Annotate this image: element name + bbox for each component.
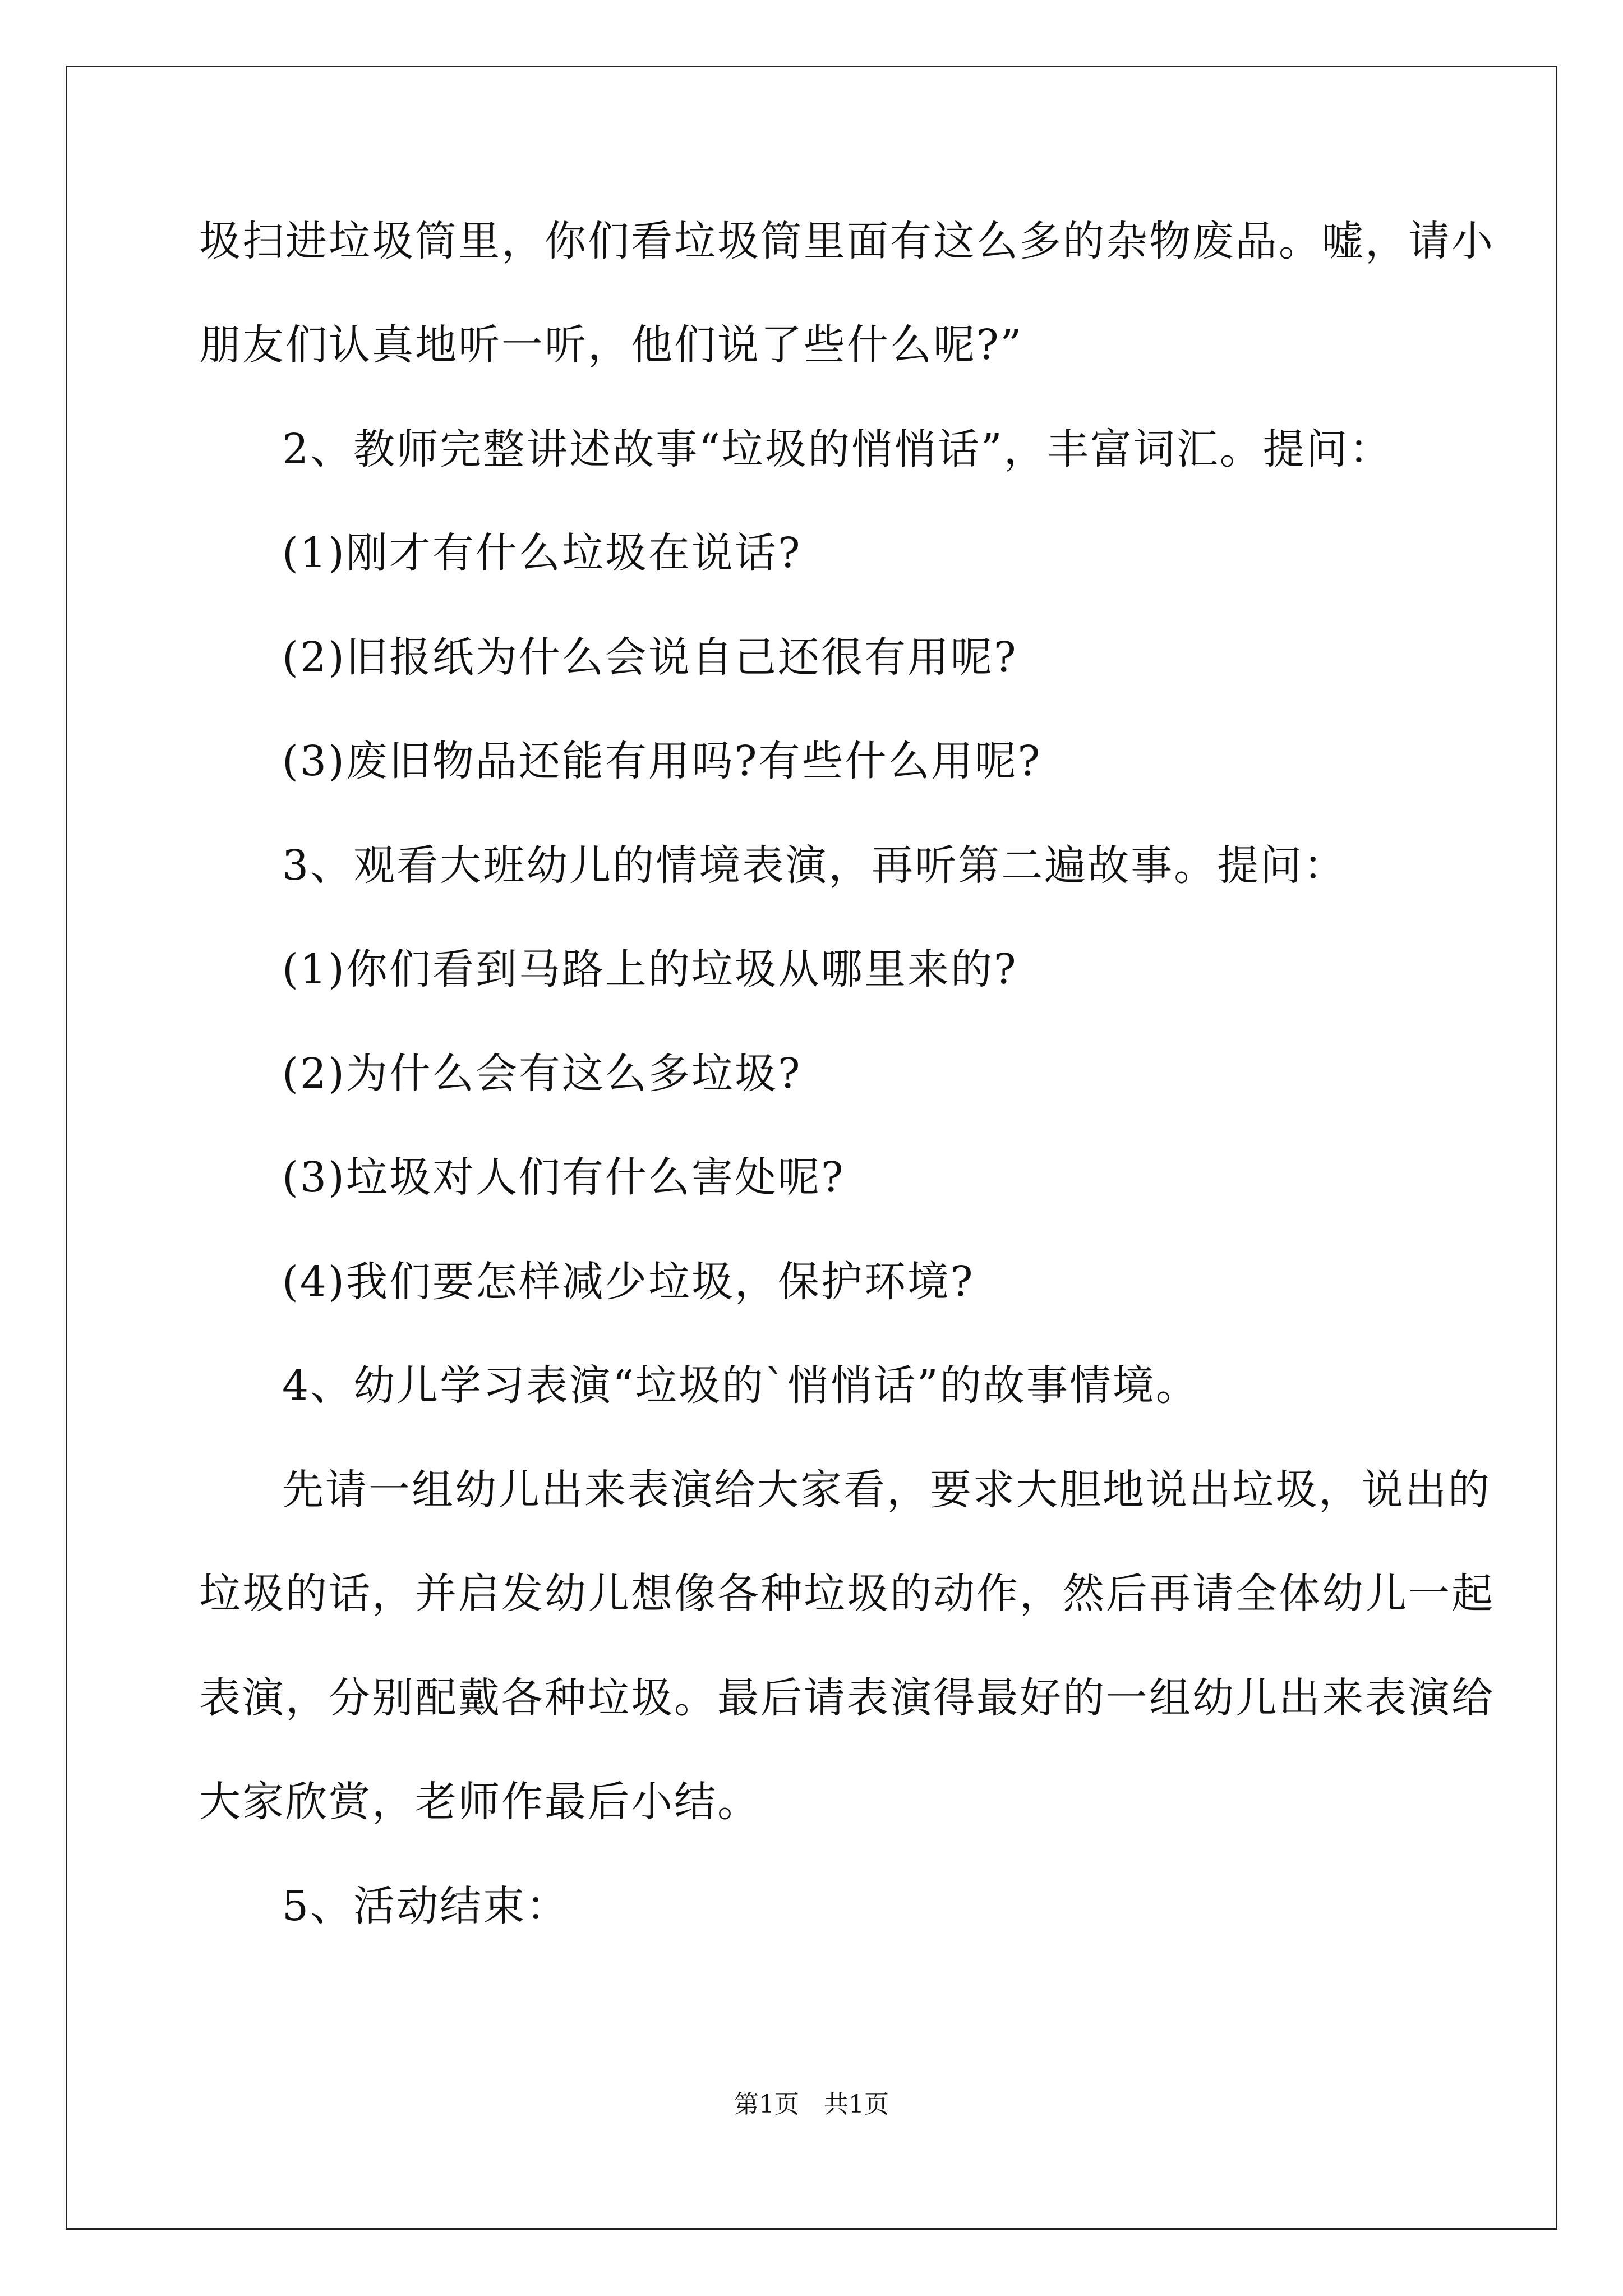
paragraph-line: (2)为什么会有这么多垃圾? [282,1050,802,1098]
paragraph-line: 5、活动结束： [282,1882,570,1930]
paragraph-line: 3、观看大班幼儿的情境表演，再听第二遍故事。提问： [282,841,1347,890]
paragraph-line: 大家欣赏，老师作最后小结。 [199,1778,760,1826]
paragraph-line: (3)垃圾对人们有什么害处呢? [282,1153,845,1202]
paragraph-line: 4、幼儿学习表演“垃圾的`悄悄话”的故事情境。 [282,1361,1199,1410]
paragraph-line: (1)你们看到马路上的垃圾从哪里来的? [282,945,1018,993]
paragraph-line: (2)旧报纸为什么会说自己还很有用呢? [282,633,1018,682]
paragraph-line: (4)我们要怎样减少垃圾，保护环境? [282,1258,975,1306]
paragraph-line: 圾扫进垃圾筒里，你们看垃圾筒里面有这么多的杂物废品。嘘，请小 [199,217,1495,265]
paragraph-line: 先请一组幼儿出来表演给大家看，要求大胆地说出垃圾，说出的 [282,1466,1491,1514]
paragraph-line: 表演，分别配戴各种垃圾。最后请表演得最好的一组幼儿出来表演给 [199,1674,1495,1722]
page-number: 第1页 共1页 [734,2090,889,2119]
paragraph-line: 朋友们认真地听一听，他们说了些什么呢?” [199,321,1023,369]
paragraph-line: (3)废旧物品还能有用吗?有些什么用呢? [282,737,1042,785]
paragraph-line: 垃圾的话，并启发幼儿想像各种垃圾的动作，然后再请全体幼儿一起 [199,1570,1495,1618]
paragraph-line: 2、教师完整讲述故事“垃圾的悄悄话”，丰富词汇。提问： [282,425,1393,473]
paragraph-line: (1)刚才有什么垃圾在说话? [282,529,802,577]
